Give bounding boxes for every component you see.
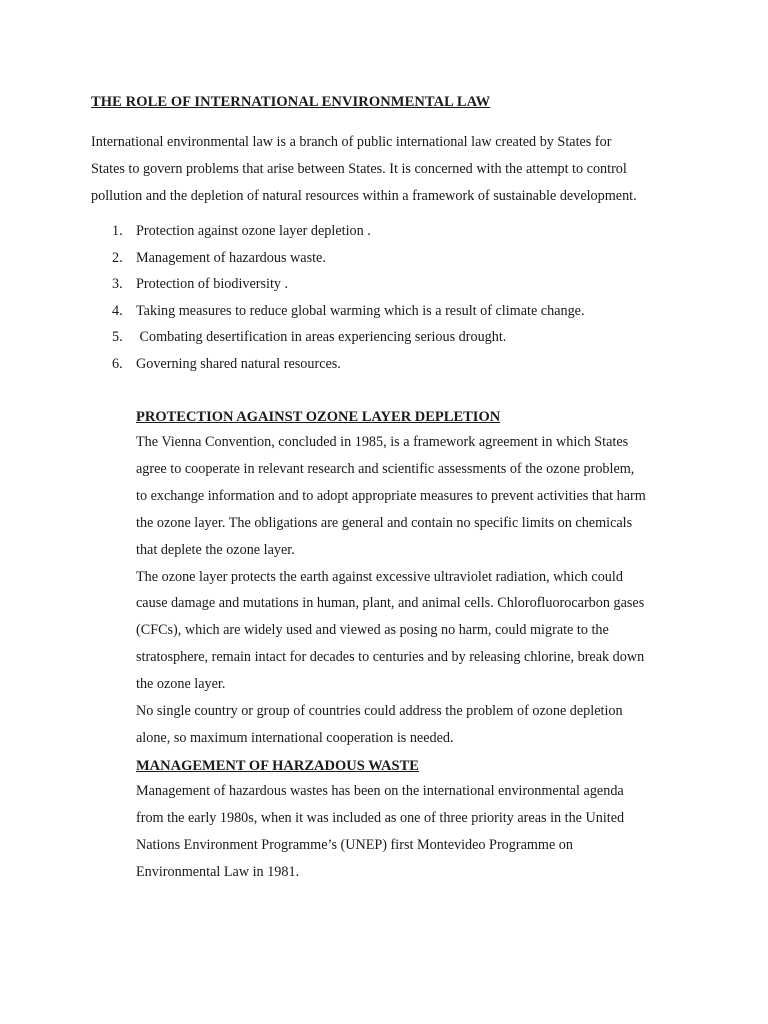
paragraph-line: Management of hazardous wastes has been on the international environmental agenda <box>136 783 624 799</box>
list-item <box>91 351 711 378</box>
paragraph-line: No single country or group of countries could address the problem of ozone depletion <box>136 703 623 720</box>
section-ozone-depletion <box>136 405 696 752</box>
paragraph-line: the ozone layer. <box>136 676 226 693</box>
paragraph-line: that deplete the ozone layer. <box>136 541 295 558</box>
intro-line: International environmental law is a branch of public international law created by States for <box>91 134 612 150</box>
topics-list <box>91 218 711 378</box>
list-number: 1. <box>112 223 123 239</box>
intro-line: States to govern problems that arise between States. It is concerned with the attempt to control <box>91 161 627 177</box>
section-paragraph <box>136 698 696 752</box>
paragraph-line: The ozone layer protects the earth against excessive ultraviolet radiation, which could <box>136 568 623 585</box>
paragraph-line: from the early 1980s, when it was included as one of three priority areas in the United <box>136 809 625 826</box>
list-number: 2. <box>112 249 123 266</box>
list-text: Protection against ozone layer depletion . <box>136 223 371 239</box>
list-text: Management of hazardous waste. <box>136 249 326 266</box>
paragraph-line: cause damage and mutations in human, plant, and animal cells. Chlorofluorocarbon gases <box>136 595 645 612</box>
list-number: 5. <box>112 329 123 346</box>
section-paragraph <box>136 564 696 699</box>
list-item <box>91 218 711 245</box>
list-item <box>91 298 711 325</box>
section-heading: PROTECTION AGAINST OZONE LAYER DEPLETION <box>136 409 501 425</box>
list-number: 4. <box>112 302 123 319</box>
paragraph-line: to exchange information and to adopt appropriate measures to prevent activities that harm <box>136 487 646 504</box>
list-text: Taking measures to reduce global warming which is a result of climate change. <box>136 302 585 319</box>
list-number: 6. <box>112 355 123 372</box>
intro-line: pollution and the depletion of natural resources within a framework of sustainable development. <box>91 188 637 204</box>
list-text: Protection of biodiversity . <box>136 276 289 293</box>
list-item <box>91 245 711 272</box>
paragraph-line: alone, so maximum international cooperation is needed. <box>136 729 454 746</box>
section-paragraph <box>136 429 696 564</box>
list-text: Combating desertification in areas experiencing serious drought. <box>136 329 507 346</box>
paragraph-line: Environmental Law in 1981. <box>136 863 300 880</box>
section-paragraph <box>136 778 696 886</box>
intro-paragraph <box>91 129 691 210</box>
list-item <box>91 271 711 298</box>
list-number: 3. <box>112 276 123 293</box>
paragraph-line: stratosphere, remain intact for decades to centuries and by releasing chlorine, break down <box>136 649 645 666</box>
paragraph-line: Nations Environment Programme’s (UNEP) first Montevideo Programme on <box>136 836 573 853</box>
paragraph-line: The Vienna Convention, concluded in 1985, is a framework agreement in which States <box>136 434 629 450</box>
paragraph-line: the ozone layer. The obligations are general and contain no specific limits on chemicals <box>136 514 633 531</box>
list-text: Governing shared natural resources. <box>136 355 341 372</box>
paragraph-line: (CFCs), which are widely used and viewed as posing no harm, could migrate to the <box>136 622 609 639</box>
section-hazardous-waste <box>136 754 696 886</box>
section-heading: MANAGEMENT OF HARZADOUS WASTE <box>136 758 419 774</box>
paragraph-line: agree to cooperate in relevant research and scientific assessments of the ozone problem, <box>136 460 635 477</box>
list-item <box>91 324 711 351</box>
document-title: THE ROLE OF INTERNATIONAL ENVIRONMENTAL LAW <box>91 94 491 110</box>
